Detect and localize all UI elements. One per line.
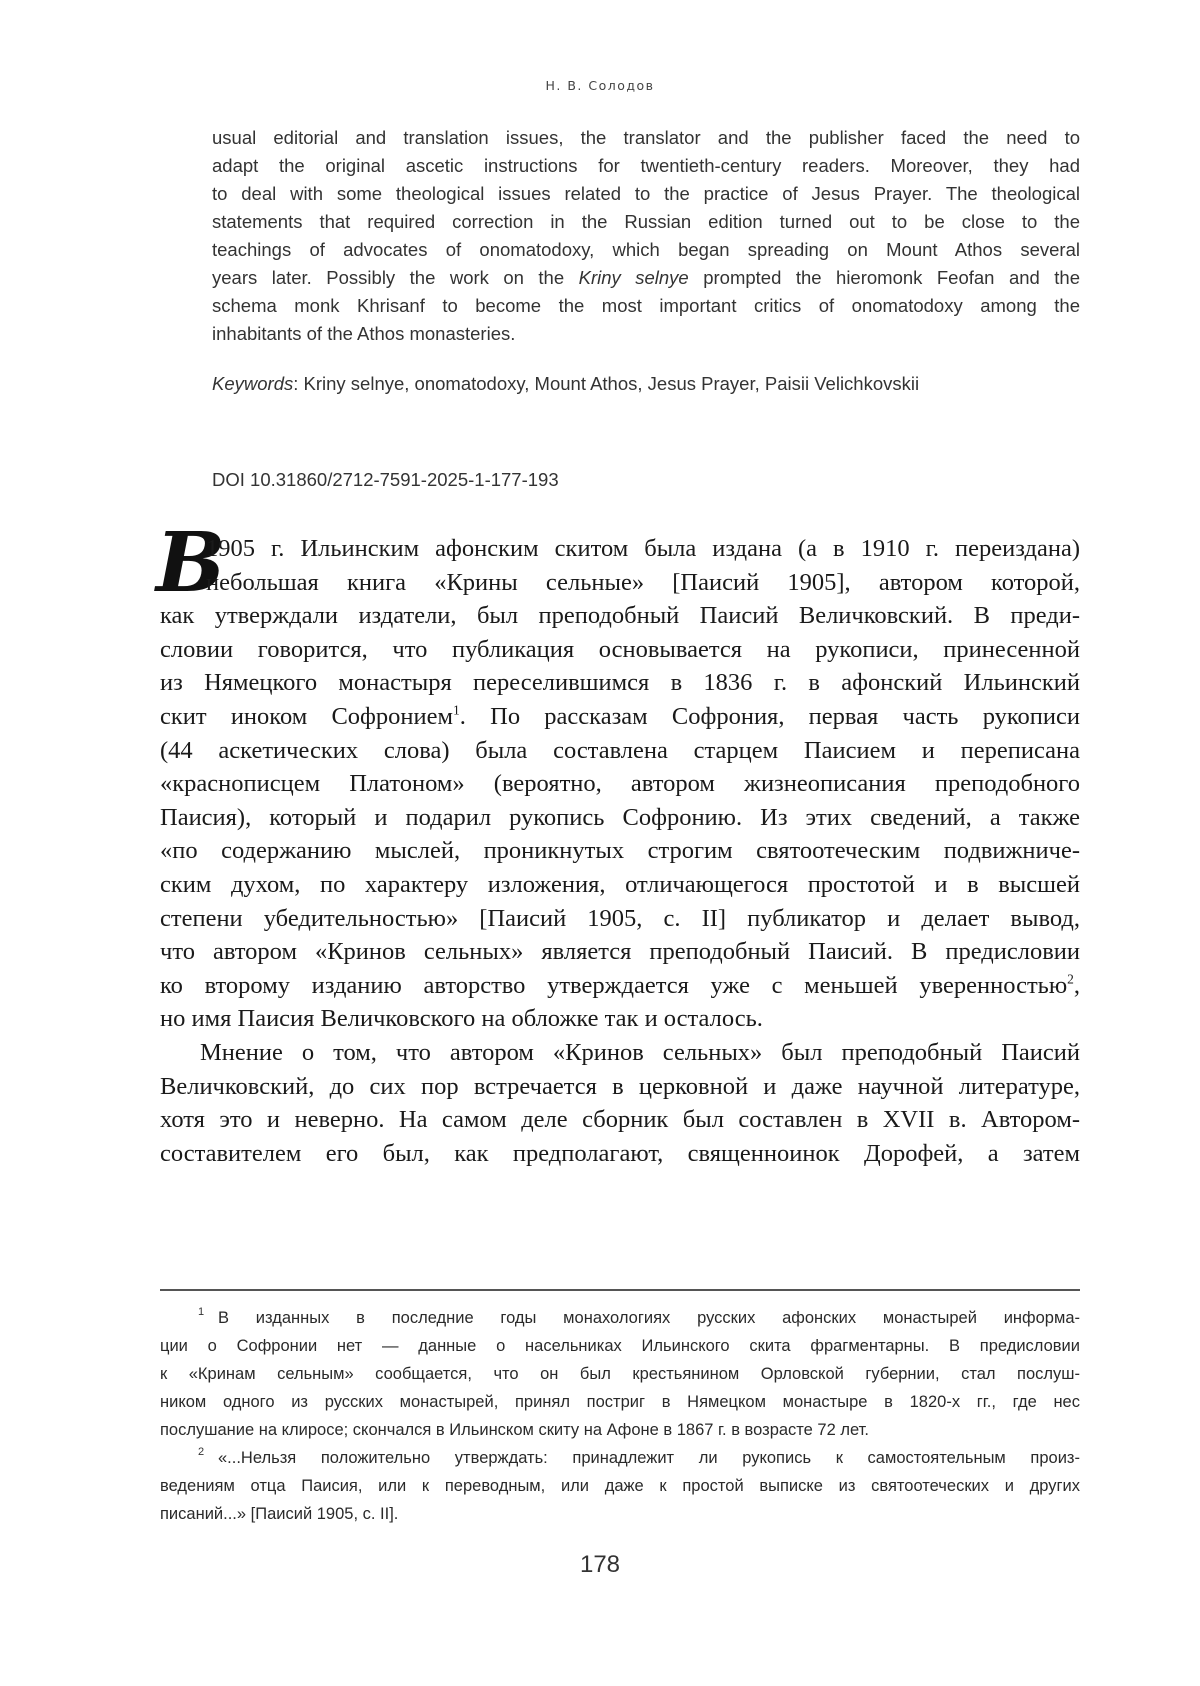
footnote-separator (160, 1289, 1080, 1291)
footnote-ref[interactable]: 2 (1067, 971, 1074, 986)
text-segment: prompted the hieromonk Feofan and the (689, 267, 1080, 288)
body-line: Паисия), который и подарил рукопись Софронию. Из этих сведений, а также (160, 806, 1080, 831)
keywords-label: Keywords (212, 373, 293, 394)
footnote-line: писаний...» [Паисий 1905, с. II]. (160, 1506, 1080, 1523)
footnote-line: ведениям отца Паисия, или к переводным, или даже к простой выписке из святоотеческих и других (160, 1478, 1080, 1495)
abstract-line: inhabitants of the Athos monasteries. (212, 325, 1080, 344)
body-line: словии говорится, что публикация основывается на рукописи, принесенной (160, 638, 1080, 663)
text-segment: ко второму изданию авторство утверждается уже с меньшей уверенностью (160, 972, 1067, 999)
body-line: как утверждали издатели, был преподобный Паисий Величковский. В преди- (160, 604, 1080, 629)
text-segment: , (1074, 972, 1080, 999)
body-line: что автором «Кринов сельных» является преподобный Паисий. В предисловии (160, 940, 1080, 965)
body-line: ским духом, по характеру изложения, отличающегося простотой и в высшей (160, 873, 1080, 898)
footnote-line: В изданных в последние годы монахологиях русских афонских монастырей информа- (218, 1310, 1080, 1327)
footnote-line: к «Кринам сельным» сообщается, что он был крестьянином Орловской губернии, стал послуш- (160, 1366, 1080, 1383)
body-line: из Нямецкого монастыря переселившимся в 1836 г. в афонский Ильинский (160, 671, 1080, 696)
body-line: (44 аскетических слова) была составлена старцем Паисием и переписана (160, 739, 1080, 764)
footnote-line: «...Нельзя положительно утверждать: принадлежит ли рукопись к самостоятельным произ- (218, 1450, 1080, 1467)
body-line: 1905 г. Ильинским афонским скитом была издана (а в 1910 г. переиздана) (206, 537, 1080, 562)
keywords-text: : Kriny selnye, onomatodoxy, Mount Athos, Jesus Prayer, Paisii Velichkovskii (293, 373, 919, 394)
abstract-line: usual editorial and translation issues, the translator and the publisher faced the need to (212, 129, 1080, 148)
body-line: Мнение о том, что автором «Кринов сельных» был преподобный Паисий (200, 1041, 1080, 1066)
body-line (160, 974, 1080, 999)
footnote-line: послушание на клиросе; скончался в Ильинском скиту на Афоне в 1867 г. в возрасте 72 лет. (160, 1422, 1080, 1439)
footnote-number: 2 (198, 1446, 204, 1458)
page-number: 178 (0, 1551, 1200, 1579)
text-segment: скит иноком Софронием (160, 703, 453, 730)
abstract-line: teachings of advocates of onomatodoxy, which began spreading on Mount Athos several (212, 241, 1080, 260)
body-line: составителем его был, как предполагают, священноинок Дорофей, а затем (160, 1142, 1080, 1167)
footnote-ref[interactable]: 1 (453, 703, 460, 718)
text-segment: years later. Possibly the work on the (212, 267, 579, 288)
body-line: Величковский, до сих пор встречается в церковной и даже научной литературе, (160, 1075, 1080, 1100)
abstract-line: adapt the original ascetic instructions for twentieth-century readers. Moreover, they had (212, 157, 1080, 176)
footnote-line: ции о Софронии нет — данные о насельниках Ильинского скита фрагментарны. В предисловии (160, 1338, 1080, 1355)
abstract-line: statements that required correction in the Russian edition turned out to be close to the (212, 213, 1080, 232)
abstract-line (212, 269, 1080, 288)
body-line: хотя это и неверно. На самом деле сборник был составлен в XVII в. Автором- (160, 1108, 1080, 1133)
body-line: но имя Паисия Величковского на обложке так и осталось. (160, 1007, 1080, 1032)
body-line: «краснописцем Платоном» (вероятно, автором жизнеописания преподобного (160, 772, 1080, 797)
body-line: «по содержанию мыслей, проникнутых строгим святоотеческим подвижниче- (160, 839, 1080, 864)
body-line: небольшая книга «Крины сельные» [Паисий 1905], автором которой, (206, 571, 1080, 596)
body-line (160, 705, 1080, 730)
footnote-number: 1 (198, 1306, 204, 1318)
text-segment: . По рассказам Софрония, первая часть рукописи (460, 703, 1080, 730)
body-line: степени убедительностью» [Паисий 1905, с. II] публикатор и делает вывод, (160, 907, 1080, 932)
abstract-line: schema monk Khrisanf to become the most important critics of onomatodoxy among the (212, 297, 1080, 316)
footnote-line: ником одного из русских монастырей, принял постриг в Нямецком монастыре в 1820-х гг., где нес (160, 1394, 1080, 1411)
abstract-line: to deal with some theological issues related to the practice of Jesus Prayer. The theological (212, 185, 1080, 204)
drop-cap: В (156, 522, 225, 604)
running-header: Н. В. Солодов (0, 78, 1200, 93)
text-segment: Kriny selnye (579, 267, 689, 288)
keywords (212, 373, 919, 395)
doi: DOI 10.31860/2712-7591-2025-1-177-193 (212, 469, 559, 491)
